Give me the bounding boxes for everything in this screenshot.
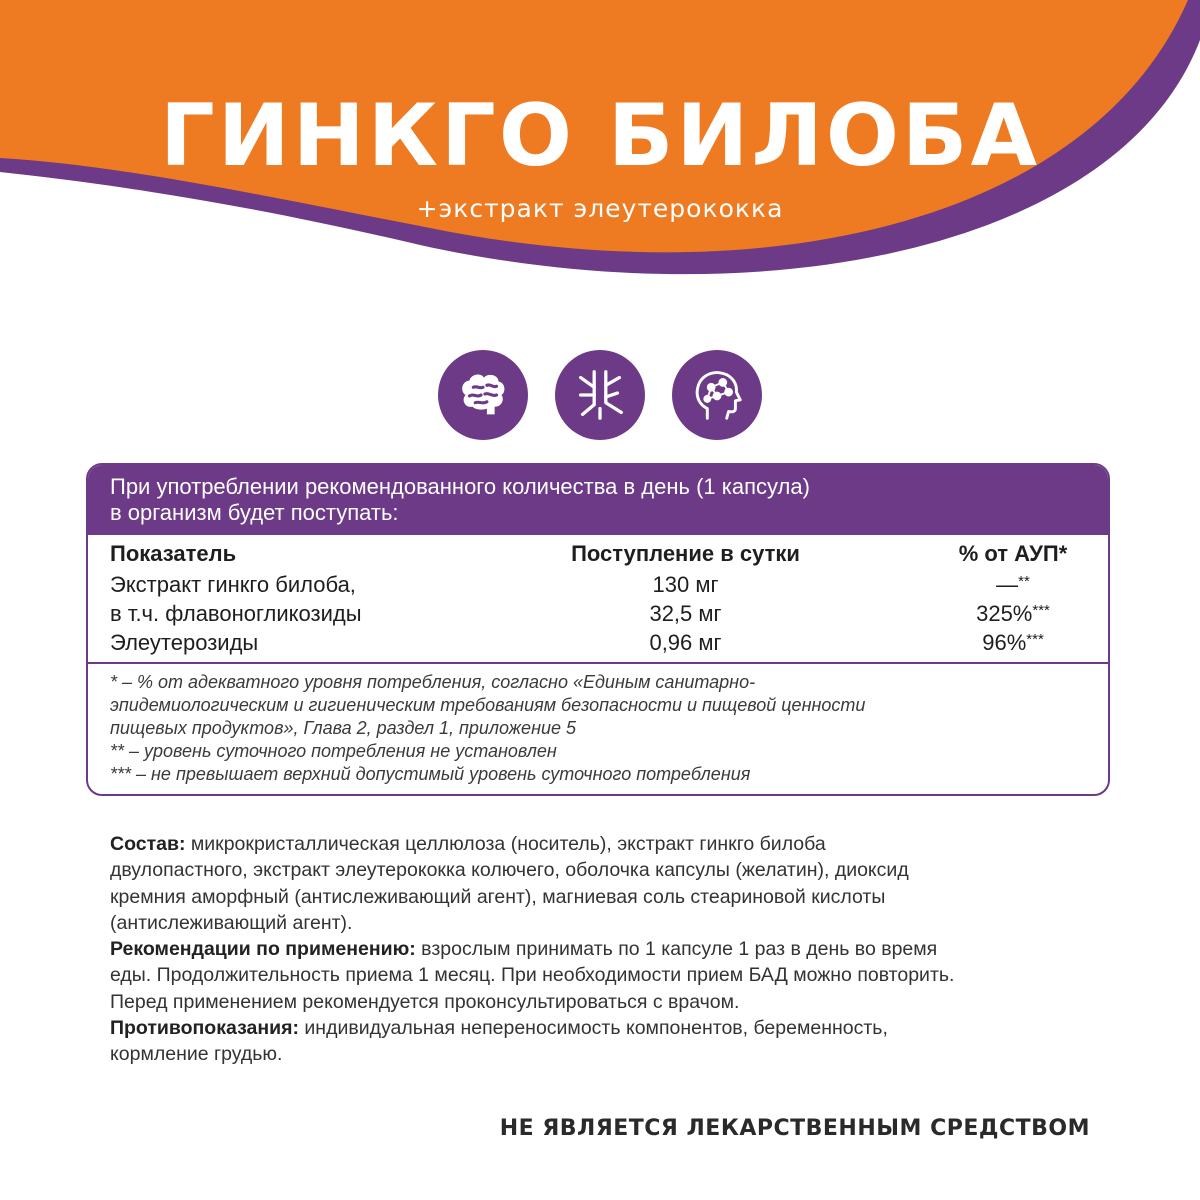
row-percent [943,599,1083,628]
product-subtitle: +экстракт элеутерококка [416,194,784,223]
row-percent-value: — [996,572,1019,597]
intake-info-panel [86,463,1110,796]
composition-line: кремния аморфный (антислеживающий агент), магниевая соль стеариновой кислоты [110,885,886,908]
intake-table [88,535,1108,662]
row-percent [943,570,1083,599]
contraindications-line: кормление грудью. [110,1043,283,1066]
recommendations-text: взрослым принимать по 1 капсуле 1 раз в день во время [415,938,938,961]
footnote-line: * – % от адекватного уровня потребления, согласно «Единым санитарно- [110,672,756,692]
footnote-line: пищевых продуктов», Глава 2, раздел 1, приложение 5 [110,718,577,738]
row-daily: 0,96 мг [649,630,722,655]
row-indicator: в т.ч. флавоногликозиды [110,601,362,626]
not-a-medicine-disclaimer: НЕ ЯВЛЯЕТСЯ ЛЕКАРСТВЕННЫМ СРЕДСТВОМ [499,1116,1090,1141]
contraindications-label: Противопоказания: [110,1017,299,1040]
row-percent-mark: *** [1032,602,1050,619]
recommendations-label: Рекомендации по применению: [110,938,416,961]
row-indicator: Элеутерозиды [110,630,259,655]
row-daily: 32,5 мг [649,601,722,626]
intro-line-1: При употреблении рекомендованного количества в день (1 капсула) [110,474,810,499]
row-percent-mark: ** [1018,573,1030,590]
row-percent [943,628,1083,657]
composition-text: микрокристаллическая целлюлоза (носитель), экстракт гинкго билоба [185,833,826,855]
footnote-line: ** – уровень суточного потребления не установлен [110,741,557,761]
product-title: ГИНКГО БИЛОБА [159,86,1041,186]
row-percent-value: 96% [982,630,1027,655]
intake-info-header [88,465,1108,535]
col-header-indicator: Показатель [110,541,237,566]
composition-line: двулопастного, экстракт элеутерококка колючего, оболочка капсулы (желатин), диоксид [110,859,909,882]
recommendations-line [110,936,1110,962]
recommendations-line: Перед применением рекомендуется проконсультироваться с врачом. [110,990,740,1013]
row-percent-mark: *** [1026,631,1044,648]
contraindications-line [110,1015,1110,1041]
composition-line [110,831,1110,857]
row-indicator: Экстракт гинкго билоба, [110,572,356,597]
col-header-percent: % от АУП* [958,541,1068,566]
head-network-icon [672,350,762,440]
footnote-line: эпидемиологическим и гигиеническим требованиям безопасности и пищевой ценности [110,695,866,715]
intro-line-2: в организм будет поступать: [110,500,399,525]
brain-icon [438,350,528,440]
composition-label: Состав: [110,833,186,855]
col-header-daily: Поступление в сутки [571,541,800,566]
contraindications-text: индивидуальная непереносимость компонентов, беременность, [298,1017,888,1040]
footnote-line: *** – не превышает верхний допустимый уровень суточного потребления [110,764,751,784]
footnotes [110,671,1088,786]
product-description [110,831,1110,1068]
row-percent-value: 325% [976,601,1033,626]
vessels-icon [555,350,645,440]
composition-line: (антислеживающий агент). [110,911,353,934]
recommendations-line: еды. Продолжительность приема 1 месяц. При необходимости прием БАД можно повторить. [110,964,955,987]
notes-divider [88,662,1108,664]
row-daily: 130 мг [652,572,719,597]
benefit-icons [0,350,1200,440]
